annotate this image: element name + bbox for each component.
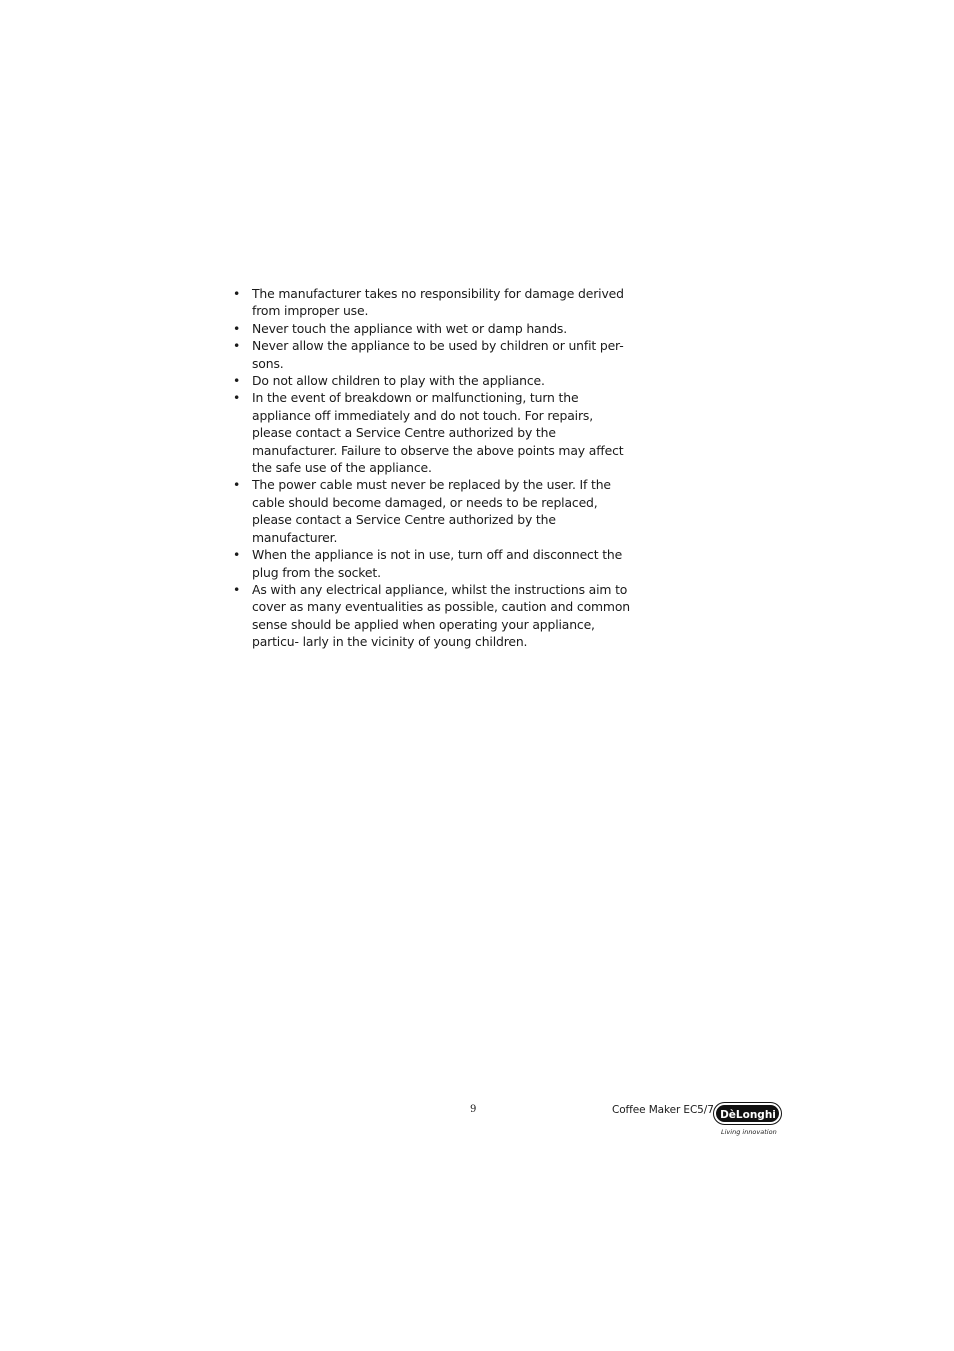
brand-tagline: Living innovation	[721, 1128, 777, 1136]
bullet-marker: •	[233, 390, 241, 406]
logo-badge	[716, 1105, 779, 1122]
list-item	[232, 546, 632, 581]
list-item	[232, 337, 632, 372]
bullet-text: As with any electrical appliance, whilst the instructions aim to cover as many eventualities as possible, caution and common sense should be applied when operating your appliance, particu- larly in the vicinity of young children.	[252, 581, 630, 650]
bullet-text: The power cable must never be replaced by the user. If the cable should become damaged, or needs to be replaced, please contact a Service Centre authorized by the manufacturer.	[252, 477, 611, 545]
safety-instructions	[232, 285, 632, 651]
bullet-text: Never touch the appliance with wet or damp hands.	[252, 320, 568, 336]
list-item	[232, 285, 632, 320]
list-item	[232, 320, 632, 337]
list-item	[232, 581, 632, 651]
bullet-marker: •	[233, 320, 241, 336]
bullet-text: The manufacturer takes no responsibility for damage derived from improper use.	[252, 286, 624, 319]
list-item	[232, 372, 632, 389]
bullet-text: Never allow the appliance to be used by children or unfit per- sons.	[252, 338, 624, 371]
bullet-marker: •	[233, 373, 241, 389]
list-item	[232, 389, 632, 476]
bullet-text: When the appliance is not in use, turn off and disconnect the plug from the socket.	[252, 547, 623, 580]
logo-wordmark-icon	[719, 1107, 777, 1121]
bullet-text: In the event of breakdown or malfunctioning, turn the appliance off immediately and do not touch. For repairs, please contact a Service Centre authorized by the manufacturer. Failure to observe the above points may affect the safe use of the appliance.	[252, 390, 624, 476]
svg-text:DèLonghi: DèLonghi	[719, 1108, 776, 1121]
bullet-marker: •	[233, 547, 241, 563]
bullet-marker: •	[233, 477, 241, 493]
delonghi-logo	[713, 1102, 782, 1125]
bullet-marker: •	[233, 286, 241, 301]
list-item	[232, 476, 632, 546]
bullet-marker: •	[233, 338, 241, 354]
bullet-list	[232, 285, 632, 651]
bullet-text: Do not allow children to play with the appliance.	[252, 373, 545, 389]
page-number: 9	[470, 1104, 477, 1115]
model-name: Coffee Maker EC5/7	[612, 1104, 714, 1116]
bullet-marker: •	[233, 581, 241, 597]
